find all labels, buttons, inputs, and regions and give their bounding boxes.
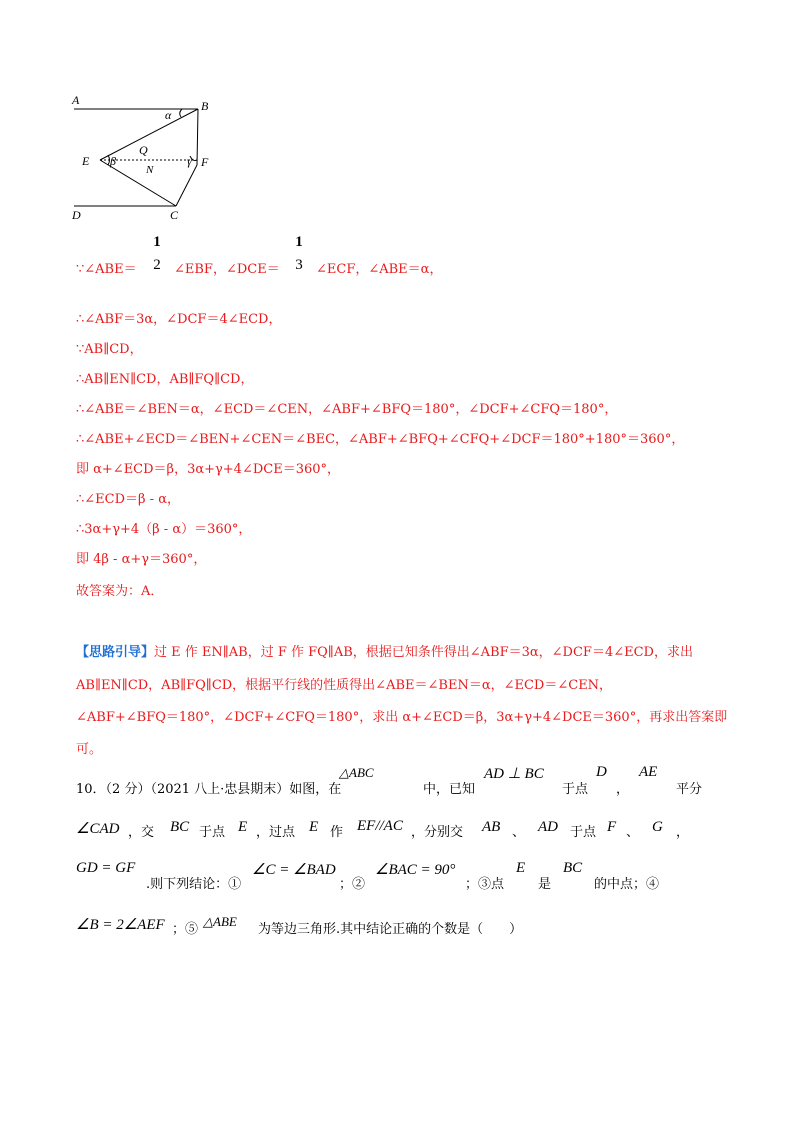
text-comma: ，	[676, 825, 690, 840]
solution-line5: ∴∠ABE＝∠BEN＝α，∠ECD＝∠CEN，∠ABF+∠BFQ＝180°，∠DCF+∠CFQ＝180°，	[76, 402, 618, 417]
solution-line2: ∴∠ABF＝3α，∠DCF＝4∠ECD，	[76, 312, 282, 327]
solution-line4: ∴AB∥EN∥CD，AB∥FQ∥CD，	[76, 372, 254, 387]
math-ae: AE	[639, 764, 658, 780]
math-ef-parallel-ac: EF//AC	[357, 818, 403, 834]
math-ad-perp-bc: AD ⊥ BC	[484, 766, 544, 782]
solution-line11: 故答案为：A．	[76, 584, 164, 599]
fraction-numerator: 1	[295, 234, 303, 250]
math-e: E	[309, 819, 319, 835]
label-b: B	[201, 99, 209, 113]
text-fenbiejiao: ，分别交	[411, 825, 464, 840]
label-beta: β	[110, 154, 116, 168]
math-conclusion-4: ∠B = 2∠AEF	[76, 917, 165, 933]
hint-line2: AB∥EN∥CD，AB∥FQ∥CD，根据平行线的性质得出∠ABE＝∠BEN＝α，∠ECD＝∠CEN，	[76, 678, 613, 693]
hint-line1-text: 过 E 作 EN∥AB，过 F 作 FQ∥AB，根据已知条件得出∠ABF＝3α，∠DCF＝4∠ECD，求出	[154, 645, 693, 660]
segment-bf	[197, 109, 198, 165]
math-bc: BC	[563, 860, 583, 876]
text-dun: 、	[626, 825, 640, 840]
text-yudian: 于点	[199, 825, 226, 840]
solution-line9: ∴3α+γ+4（β - α）＝360°，	[76, 522, 252, 537]
math-f: F	[607, 819, 617, 835]
text-conclusion-5-marker: ；⑤	[172, 922, 199, 937]
text-zuo: 作	[330, 825, 344, 840]
math-ab: AB	[482, 819, 501, 835]
math-e: E	[238, 819, 248, 835]
solution-line3: ∵AB∥CD，	[76, 342, 143, 357]
math-ad: AD	[538, 819, 558, 835]
text-pingfen: 平分	[676, 782, 703, 797]
hint-line1	[76, 641, 693, 660]
fraction-numerator: 1	[153, 234, 161, 250]
label-d: D	[72, 208, 81, 222]
alpha-arc	[180, 109, 182, 117]
label-f: F	[201, 155, 209, 169]
solution-line10: 即 4β - α+γ＝360°，	[76, 552, 207, 567]
math-g: G	[652, 819, 663, 835]
segment-fc	[176, 165, 197, 206]
hint-line3: ∠ABF+∠BFQ＝180°，∠DCF+∠CFQ＝180°，求出 α+∠ECD＝β，3α+γ+4∠DCE＝360°，再求出答案即	[76, 710, 728, 725]
math-bc: BC	[170, 819, 190, 835]
fraction-denominator: 2	[153, 257, 161, 273]
text-zhong: 中，已知	[423, 782, 476, 797]
fraction-one-half	[150, 234, 164, 274]
math-triangle-abe: △ABE	[203, 914, 237, 929]
text-yudian: 于点	[562, 782, 589, 797]
text-jiao: ，交	[128, 825, 155, 840]
label-n: N	[146, 164, 154, 176]
question-number: 10．（2 分）（2021 八上·忠县期末）如图，在	[76, 782, 342, 797]
text-yudian: 于点	[570, 825, 597, 840]
label-e: E	[82, 154, 90, 168]
text-shi: 是	[538, 877, 552, 892]
solution-line7: 即 α+∠ECD＝β，3α+γ+4∠DCE＝360°，	[76, 462, 341, 477]
text-conclusion-3-marker: ；③点	[465, 877, 505, 892]
solution-line1-part1: ∵∠ABE＝	[76, 262, 137, 277]
hint-line4: 可。	[76, 742, 103, 757]
label-a: A	[72, 93, 80, 107]
text-end: 为等边三角形.其中结论正确的个数是（ ）	[258, 922, 523, 937]
label-q: Q	[139, 143, 148, 157]
math-conclusion-2: ∠BAC = 90°	[375, 862, 456, 878]
text-guodian: ，过点	[256, 825, 296, 840]
solution-line1-part3: ∠ECF，∠ABE＝α，	[316, 262, 443, 277]
label-gamma: γ	[187, 154, 192, 168]
text-dun: 、	[512, 825, 526, 840]
text-comma: ，	[616, 782, 630, 797]
geometry-figure	[66, 90, 246, 225]
hint-tag: 【思路引导】	[76, 645, 155, 660]
label-c: C	[170, 208, 179, 222]
math-conclusion-1: ∠C = ∠BAD	[252, 862, 336, 878]
segment-eb	[100, 109, 198, 160]
text-conclusion-2-marker: ；②	[339, 877, 366, 892]
math-e: E	[516, 860, 526, 876]
solution-line8: ∴∠ECD＝β - α，	[76, 492, 180, 507]
text-conclusions: .则下列结论：①	[146, 877, 242, 892]
label-alpha: α	[165, 108, 172, 122]
solution-line6: ∴∠ABE+∠ECD＝∠BEN+∠CEN＝∠BEC，∠ABF+∠BFQ+∠CFQ+∠DCF＝180°+180°＝360°，	[76, 432, 685, 447]
math-gd-eq-gf: GD = GF	[76, 860, 136, 876]
text-midpoint: 的中点；④	[594, 877, 660, 892]
fraction-denominator: 3	[295, 257, 303, 273]
math-angle-cad: ∠CAD	[76, 821, 120, 837]
fraction-one-third	[292, 234, 306, 274]
math-d: D	[596, 764, 607, 780]
math-triangle-abc: △ABC	[339, 765, 374, 780]
solution-line1-part2: ∠EBF，∠DCE＝	[174, 262, 280, 277]
